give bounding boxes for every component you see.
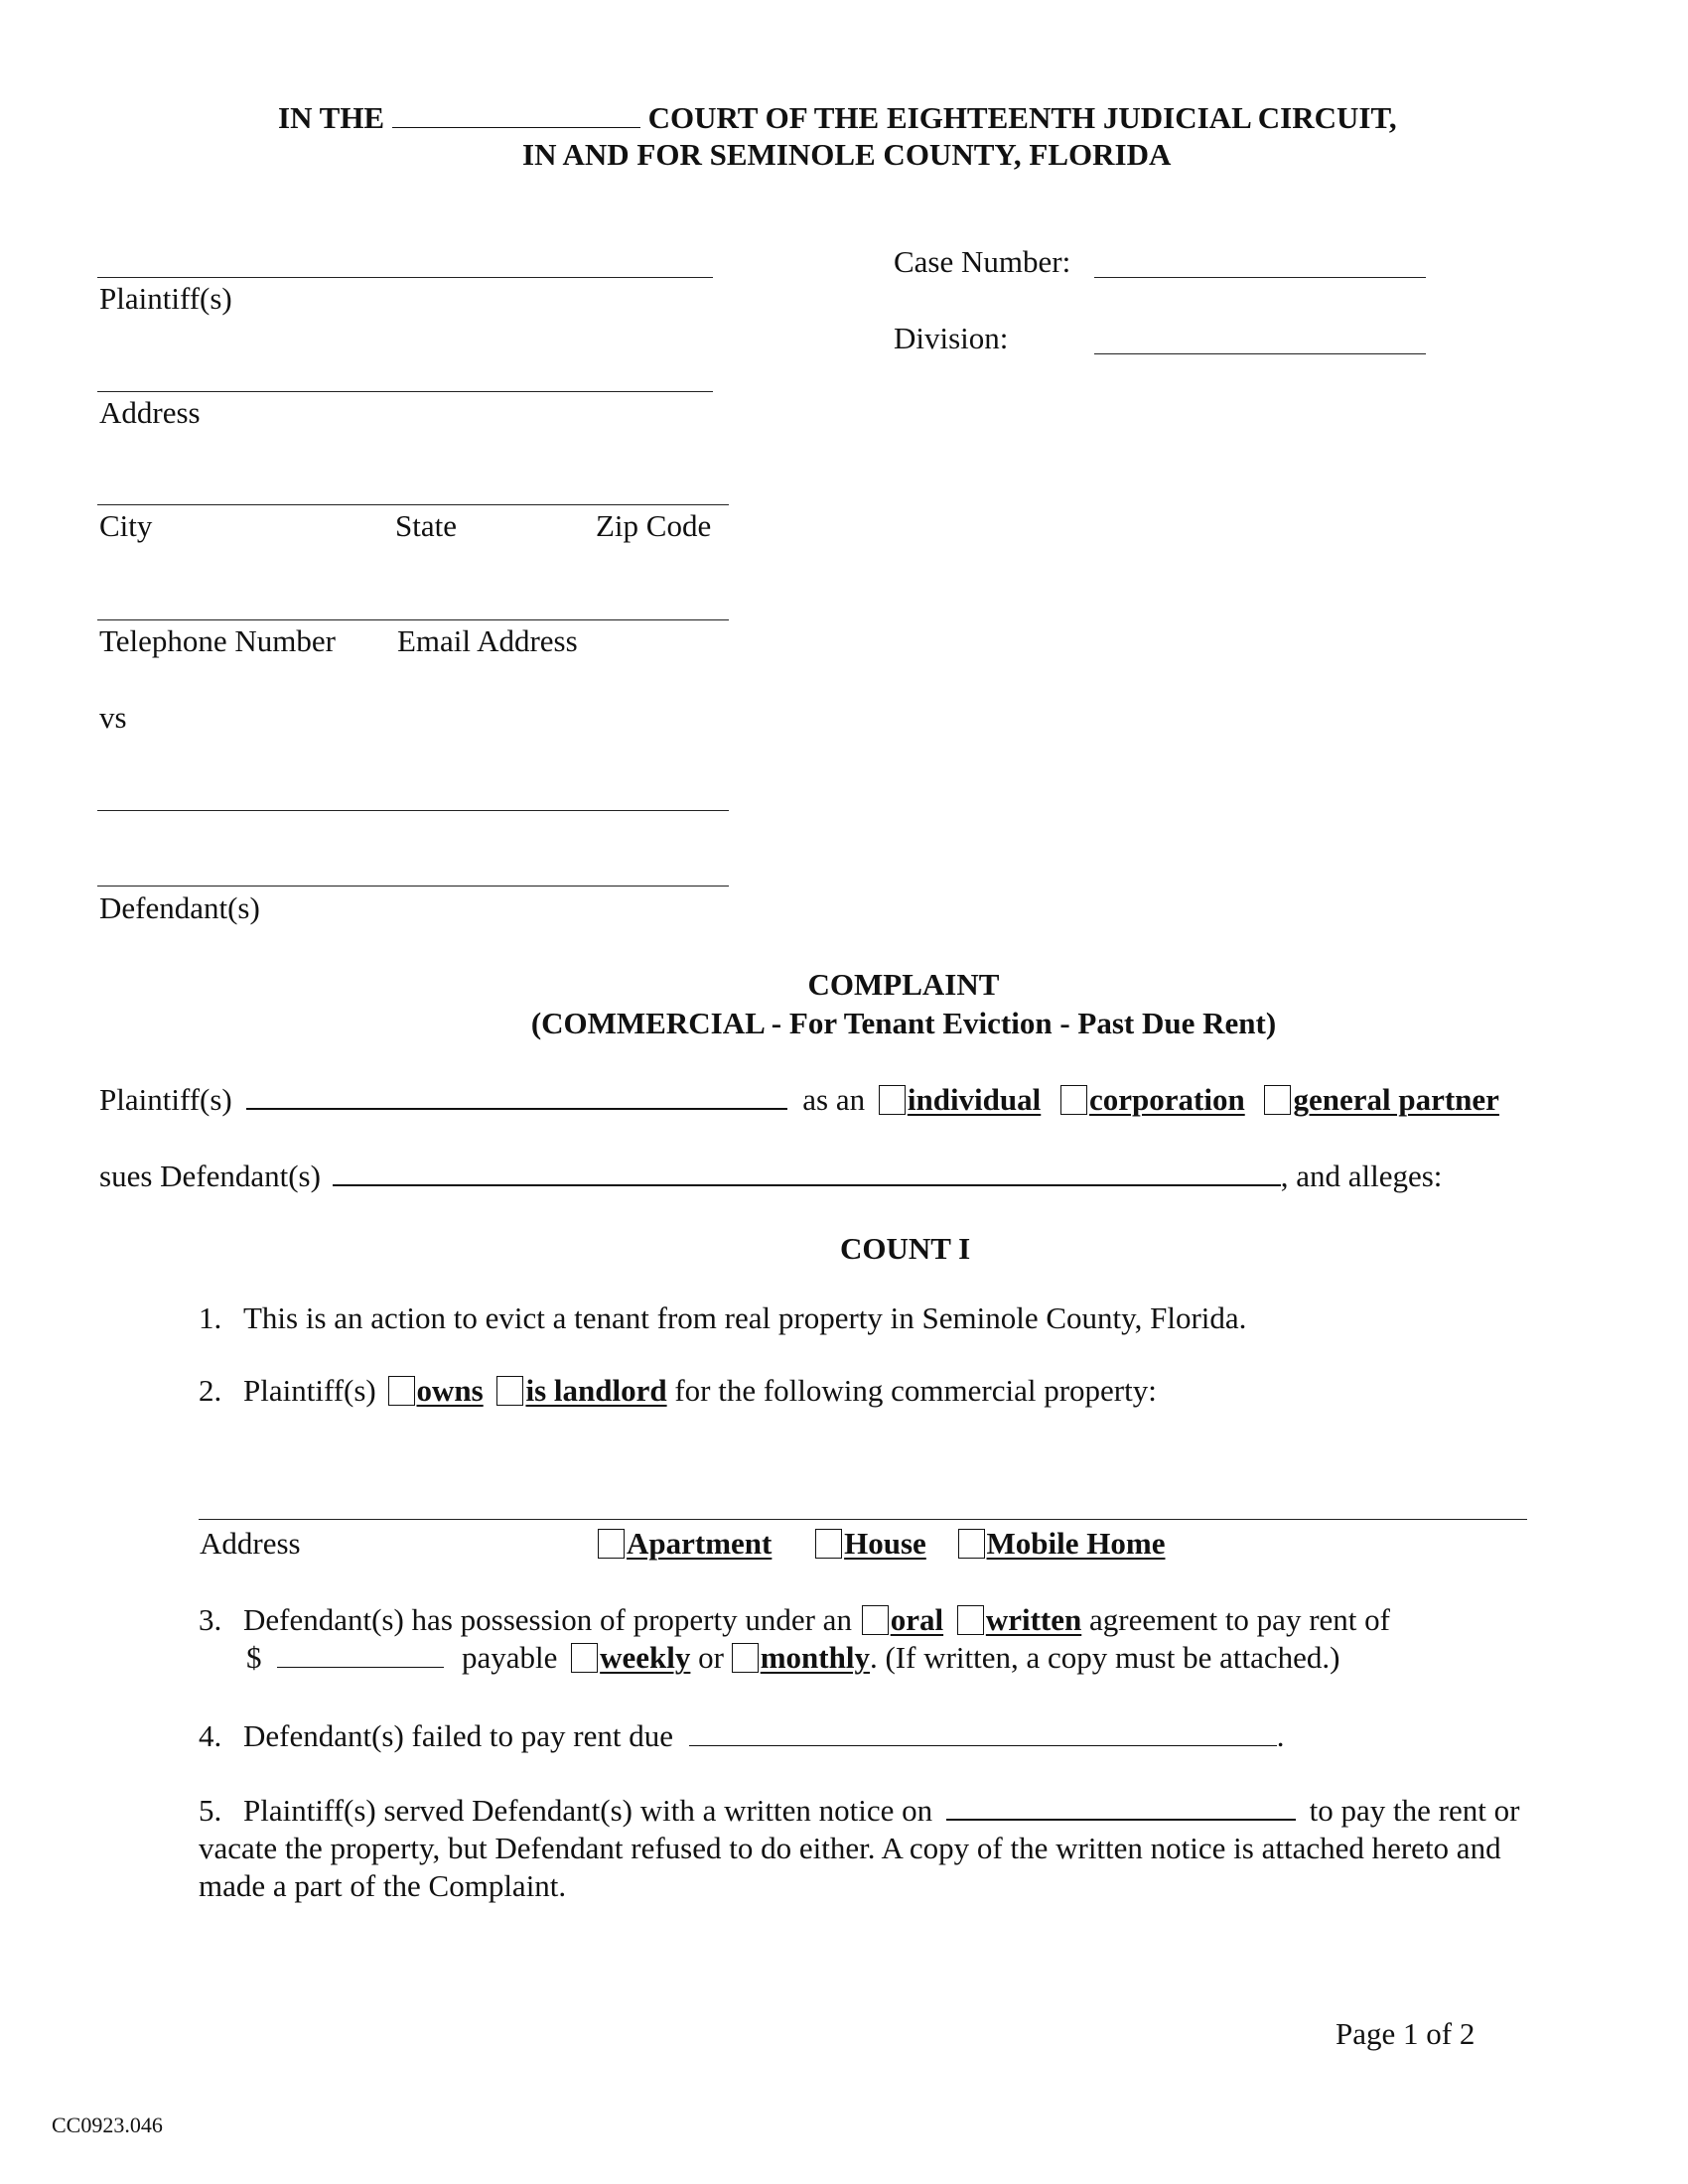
zip-label: Zip Code <box>596 508 712 543</box>
email-label: Email Address <box>397 623 578 658</box>
item-3-line-1 <box>199 1604 1390 1635</box>
house-option: House <box>844 1526 926 1561</box>
oral-option: oral <box>890 1602 944 1637</box>
state-label: State <box>395 508 457 543</box>
item-2-suffix: for the following commercial property: <box>674 1373 1157 1408</box>
plaintiff-line-label: Plaintiff(s) <box>99 1082 232 1117</box>
sues-defendant-row <box>99 1160 1442 1191</box>
property-address-line[interactable] <box>199 1519 1527 1520</box>
item-2-number: 2. <box>199 1373 222 1408</box>
item-3-text-b: agreement to pay rent of <box>1088 1602 1390 1637</box>
header-prefix: IN THE <box>278 100 385 135</box>
monthly-checkbox[interactable] <box>732 1643 759 1673</box>
item-5-number: 5. <box>199 1793 222 1828</box>
property-address-label: Address <box>200 1526 301 1561</box>
written-checkbox[interactable] <box>957 1605 984 1635</box>
defendant-line-2[interactable] <box>97 886 729 887</box>
address-label: Address <box>99 395 201 430</box>
mobile-home-option: Mobile Home <box>986 1526 1166 1561</box>
item-3-number: 3. <box>199 1602 222 1637</box>
general-partner-checkbox[interactable] <box>1264 1085 1291 1115</box>
division-line[interactable] <box>1094 353 1426 354</box>
item-1 <box>199 1302 1246 1333</box>
plaintiff-label: Plaintiff(s) <box>99 281 232 316</box>
alleges-text: , and alleges: <box>1280 1159 1443 1193</box>
property-type-row <box>598 1528 1165 1559</box>
item-5-text-a: Plaintiff(s) served Defendant(s) with a written notice on <box>243 1793 933 1828</box>
address-line[interactable] <box>97 391 713 392</box>
item-3-text-a: Defendant(s) has possession of property under an <box>243 1602 852 1637</box>
court-header-line2: IN AND FOR SEMINOLE COUNTY, FLORIDA <box>522 137 1172 172</box>
item-5-text-b: to pay the rent or <box>1309 1793 1520 1828</box>
court-name-blank[interactable] <box>392 103 640 128</box>
complaint-title: COMPLAINT <box>807 967 1000 1002</box>
owns-checkbox[interactable] <box>388 1376 415 1406</box>
individual-option: individual <box>907 1082 1042 1117</box>
weekly-checkbox[interactable] <box>571 1643 598 1673</box>
corporation-checkbox[interactable] <box>1060 1085 1087 1115</box>
case-number-line[interactable] <box>1094 277 1426 278</box>
item-3-text-c: . (If written, a copy must be attached.) <box>869 1640 1340 1675</box>
item-1-number: 1. <box>199 1300 222 1335</box>
division-label: Division: <box>894 321 1009 355</box>
item-2-prefix: Plaintiff(s) <box>243 1373 376 1408</box>
apartment-checkbox[interactable] <box>598 1529 625 1559</box>
plaintiff-capacity-row <box>99 1084 1499 1115</box>
defendant-line-1[interactable] <box>97 810 729 811</box>
mobile-home-checkbox[interactable] <box>958 1529 985 1559</box>
rent-amount-blank[interactable] <box>277 1643 444 1668</box>
item-4-text: Defendant(s) failed to pay rent due <box>243 1718 673 1753</box>
item-5-line-1 <box>199 1795 1519 1826</box>
owns-option: owns <box>416 1373 484 1408</box>
corporation-option: corporation <box>1089 1082 1245 1117</box>
court-header-line1 <box>278 102 1397 133</box>
city-state-zip-line[interactable] <box>97 504 729 505</box>
item-4-number: 4. <box>199 1718 222 1753</box>
rent-due-date-blank[interactable] <box>689 1721 1277 1746</box>
is-landlord-checkbox[interactable] <box>496 1376 523 1406</box>
defendant-label: Defendant(s) <box>99 890 260 925</box>
count-title: COUNT I <box>840 1231 971 1266</box>
sues-defendant-label: sues Defendant(s) <box>99 1159 321 1193</box>
dollar-sign: $ <box>246 1640 262 1675</box>
individual-checkbox[interactable] <box>879 1085 906 1115</box>
written-option: written <box>985 1602 1082 1637</box>
defendant-name-blank[interactable] <box>333 1160 1281 1186</box>
item-1-text: This is an action to evict a tenant from real property in Seminole County, Florida. <box>243 1300 1247 1335</box>
monthly-option: monthly <box>760 1640 870 1675</box>
city-label: City <box>99 508 153 543</box>
phone-email-line[interactable] <box>97 619 729 620</box>
telephone-label: Telephone Number <box>99 623 336 658</box>
notice-date-blank[interactable] <box>946 1795 1296 1821</box>
payable-text: payable <box>462 1640 558 1675</box>
apartment-option: Apartment <box>627 1526 773 1561</box>
case-number-label: Case Number: <box>894 244 1071 279</box>
general-partner-option: general partner <box>1293 1082 1499 1117</box>
page-number: Page 1 of 2 <box>1336 2016 1476 2051</box>
form-code: CC0923.046 <box>52 2113 163 2137</box>
item-2 <box>199 1375 1157 1406</box>
house-checkbox[interactable] <box>815 1529 842 1559</box>
oral-checkbox[interactable] <box>862 1605 889 1635</box>
item-5-line-3: made a part of the Complaint. <box>199 1868 567 1903</box>
item-4-end: . <box>1276 1718 1285 1753</box>
item-4 <box>199 1720 1284 1751</box>
plaintiff-name-line[interactable] <box>97 277 713 278</box>
header-suffix: COURT OF THE EIGHTEENTH JUDICIAL CIRCUIT, <box>647 100 1397 135</box>
weekly-option: weekly <box>600 1640 691 1675</box>
is-landlord-option: is landlord <box>525 1373 667 1408</box>
item-3-line-2 <box>246 1642 1339 1673</box>
vs-label: vs <box>99 700 127 735</box>
or-text: or <box>698 1640 724 1675</box>
item-5-line-2: vacate the property, but Defendant refused to do either. A copy of the written notice is attached hereto and <box>199 1831 1501 1865</box>
complaint-subtitle: (COMMERCIAL - For Tenant Eviction - Past Due Rent) <box>530 1006 1277 1040</box>
as-an-text: as an <box>802 1082 866 1117</box>
plaintiff-name-blank[interactable] <box>246 1084 787 1110</box>
